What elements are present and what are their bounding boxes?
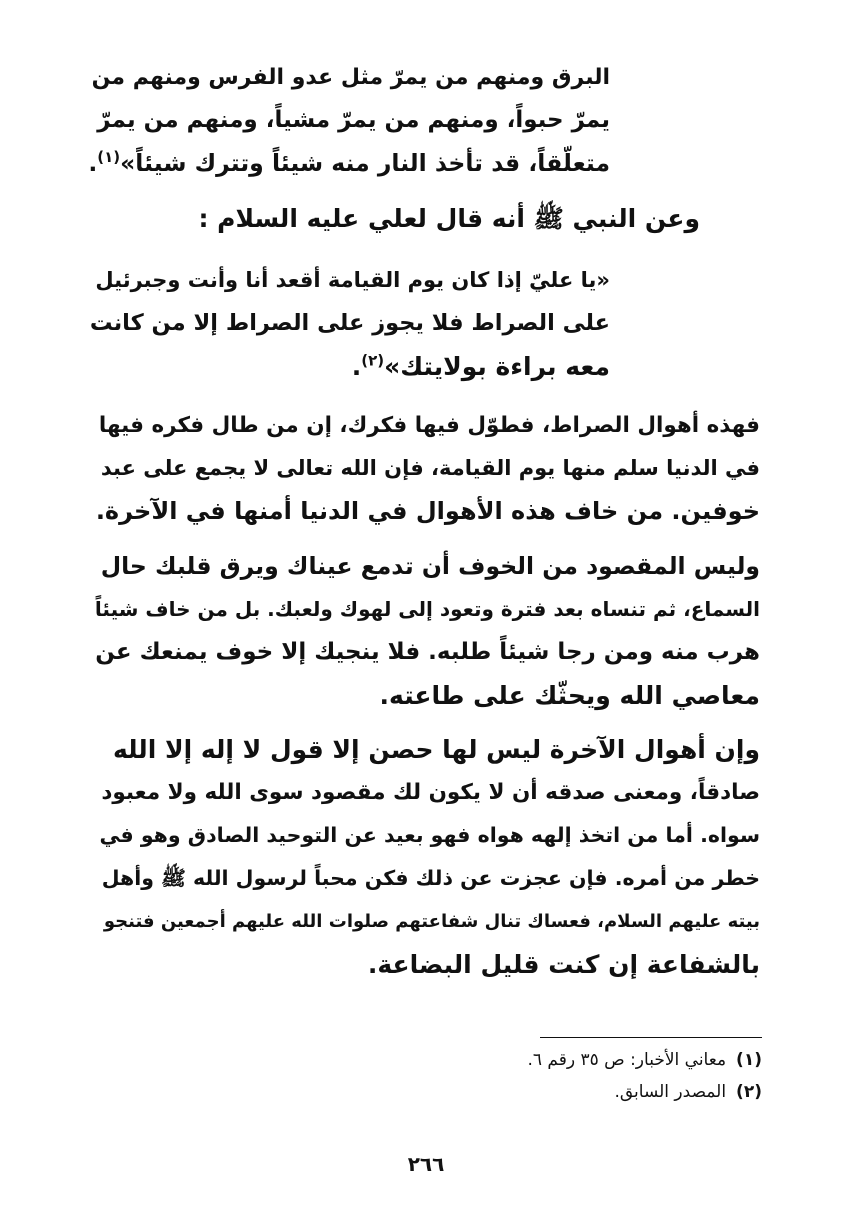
text-line: في الدنيا سلم منها يوم القيامة، فإن الله تعالى لا يجمع على عبد [100, 456, 760, 480]
text-line: البرق ومنهم من يمرّ مثل عدو الفرس ومنهم من [91, 65, 610, 90]
footnote-number: (١) [736, 1050, 762, 1070]
text-line: هرب منه ومن رجا شيئاً طلبه. فلا ينجيك إلا خوف يمنعك عن [95, 639, 760, 665]
footnote-text: المصدر السابق. [614, 1082, 727, 1102]
sentence-end: . [351, 352, 362, 381]
text-line: معاصي الله ويحثّك على طاعته. [379, 681, 760, 710]
quote-continuation [88, 56, 610, 185]
text-line: خطر من أمره. فإن عجزت عن ذلك فكن محباً لرسول الله ﷺ وأهل [101, 866, 760, 890]
footnote-ref-1[interactable]: (١) [97, 148, 121, 167]
footnote-number: (٢) [736, 1082, 762, 1102]
footnotes [300, 1044, 762, 1108]
text-line: بالشفاعة إن كنت قليل البضاعة. [367, 950, 760, 979]
text-line-body: معه براءة بولايتك» [384, 352, 610, 381]
text-line [88, 142, 610, 185]
hadith-quote [88, 259, 610, 388]
text-line: السماع، ثم تنساه بعد فترة وتعود إلى لهوك ولعبك. بل من خاف شيئاً [94, 597, 760, 621]
sentence-end: . [88, 149, 98, 177]
paragraph-3 [88, 728, 760, 986]
paragraph-2 [88, 545, 760, 717]
text-line: سواه. أما من اتخذ إلهه هواه فهو بعيد عن التوحيد الصادق وهو في [99, 823, 760, 847]
text-line: وإن أهوال الآخرة ليس لها حصن إلا قول لا إله إلا الله [112, 735, 760, 764]
text-line: على الصراط فلا يجوز على الصراط إلا من كانت [89, 310, 610, 336]
footnote-2 [300, 1076, 762, 1108]
text-line-body: متعلّقاً، قد تأخذ النار منه شيئاً وتترك شيئاً» [120, 149, 610, 177]
text-line: وعن النبي ﷺ أنه قال لعلي عليه السلام : [198, 204, 700, 233]
footnote-text: معاني الأخبار: ص ٣٥ رقم ٦. [527, 1050, 727, 1070]
footnote-separator [540, 1037, 762, 1038]
footnote-ref-2[interactable]: (٢) [361, 351, 385, 370]
text-line: «يا عليّ إذا كان يوم القيامة أقعد أنا وأنت وجبرئيل [95, 268, 610, 292]
paragraph-1 [88, 404, 760, 533]
text-line: فهذه أهوال الصراط، فطوّل فيها فكرك، إن من طال فكره فيها [98, 413, 760, 438]
text-line: خوفين. من خاف هذه الأهوال في الدنيا أمنها في الآخرة. [95, 497, 760, 525]
text-line: صادقاً، ومعنى صدقه أن لا يكون لك مقصود سوى الله ولا معبود [101, 780, 760, 805]
text-line: بيته عليهم السلام، فعساك تنال شفاعتهم صلوات الله عليهم أجمعين فتنجو [103, 911, 760, 932]
text-line: وليس المقصود من الخوف أن تدمع عيناك ويرق قلبك حال [100, 552, 760, 580]
footnote-1 [300, 1044, 762, 1076]
page-number: ٢٦٦ [407, 1152, 445, 1176]
text-line: يمرّ حبواً، ومنهم من يمرّ مشياً، ومنهم من يمرّ [97, 107, 610, 133]
hadith-intro [88, 197, 700, 240]
text-line [88, 345, 610, 388]
